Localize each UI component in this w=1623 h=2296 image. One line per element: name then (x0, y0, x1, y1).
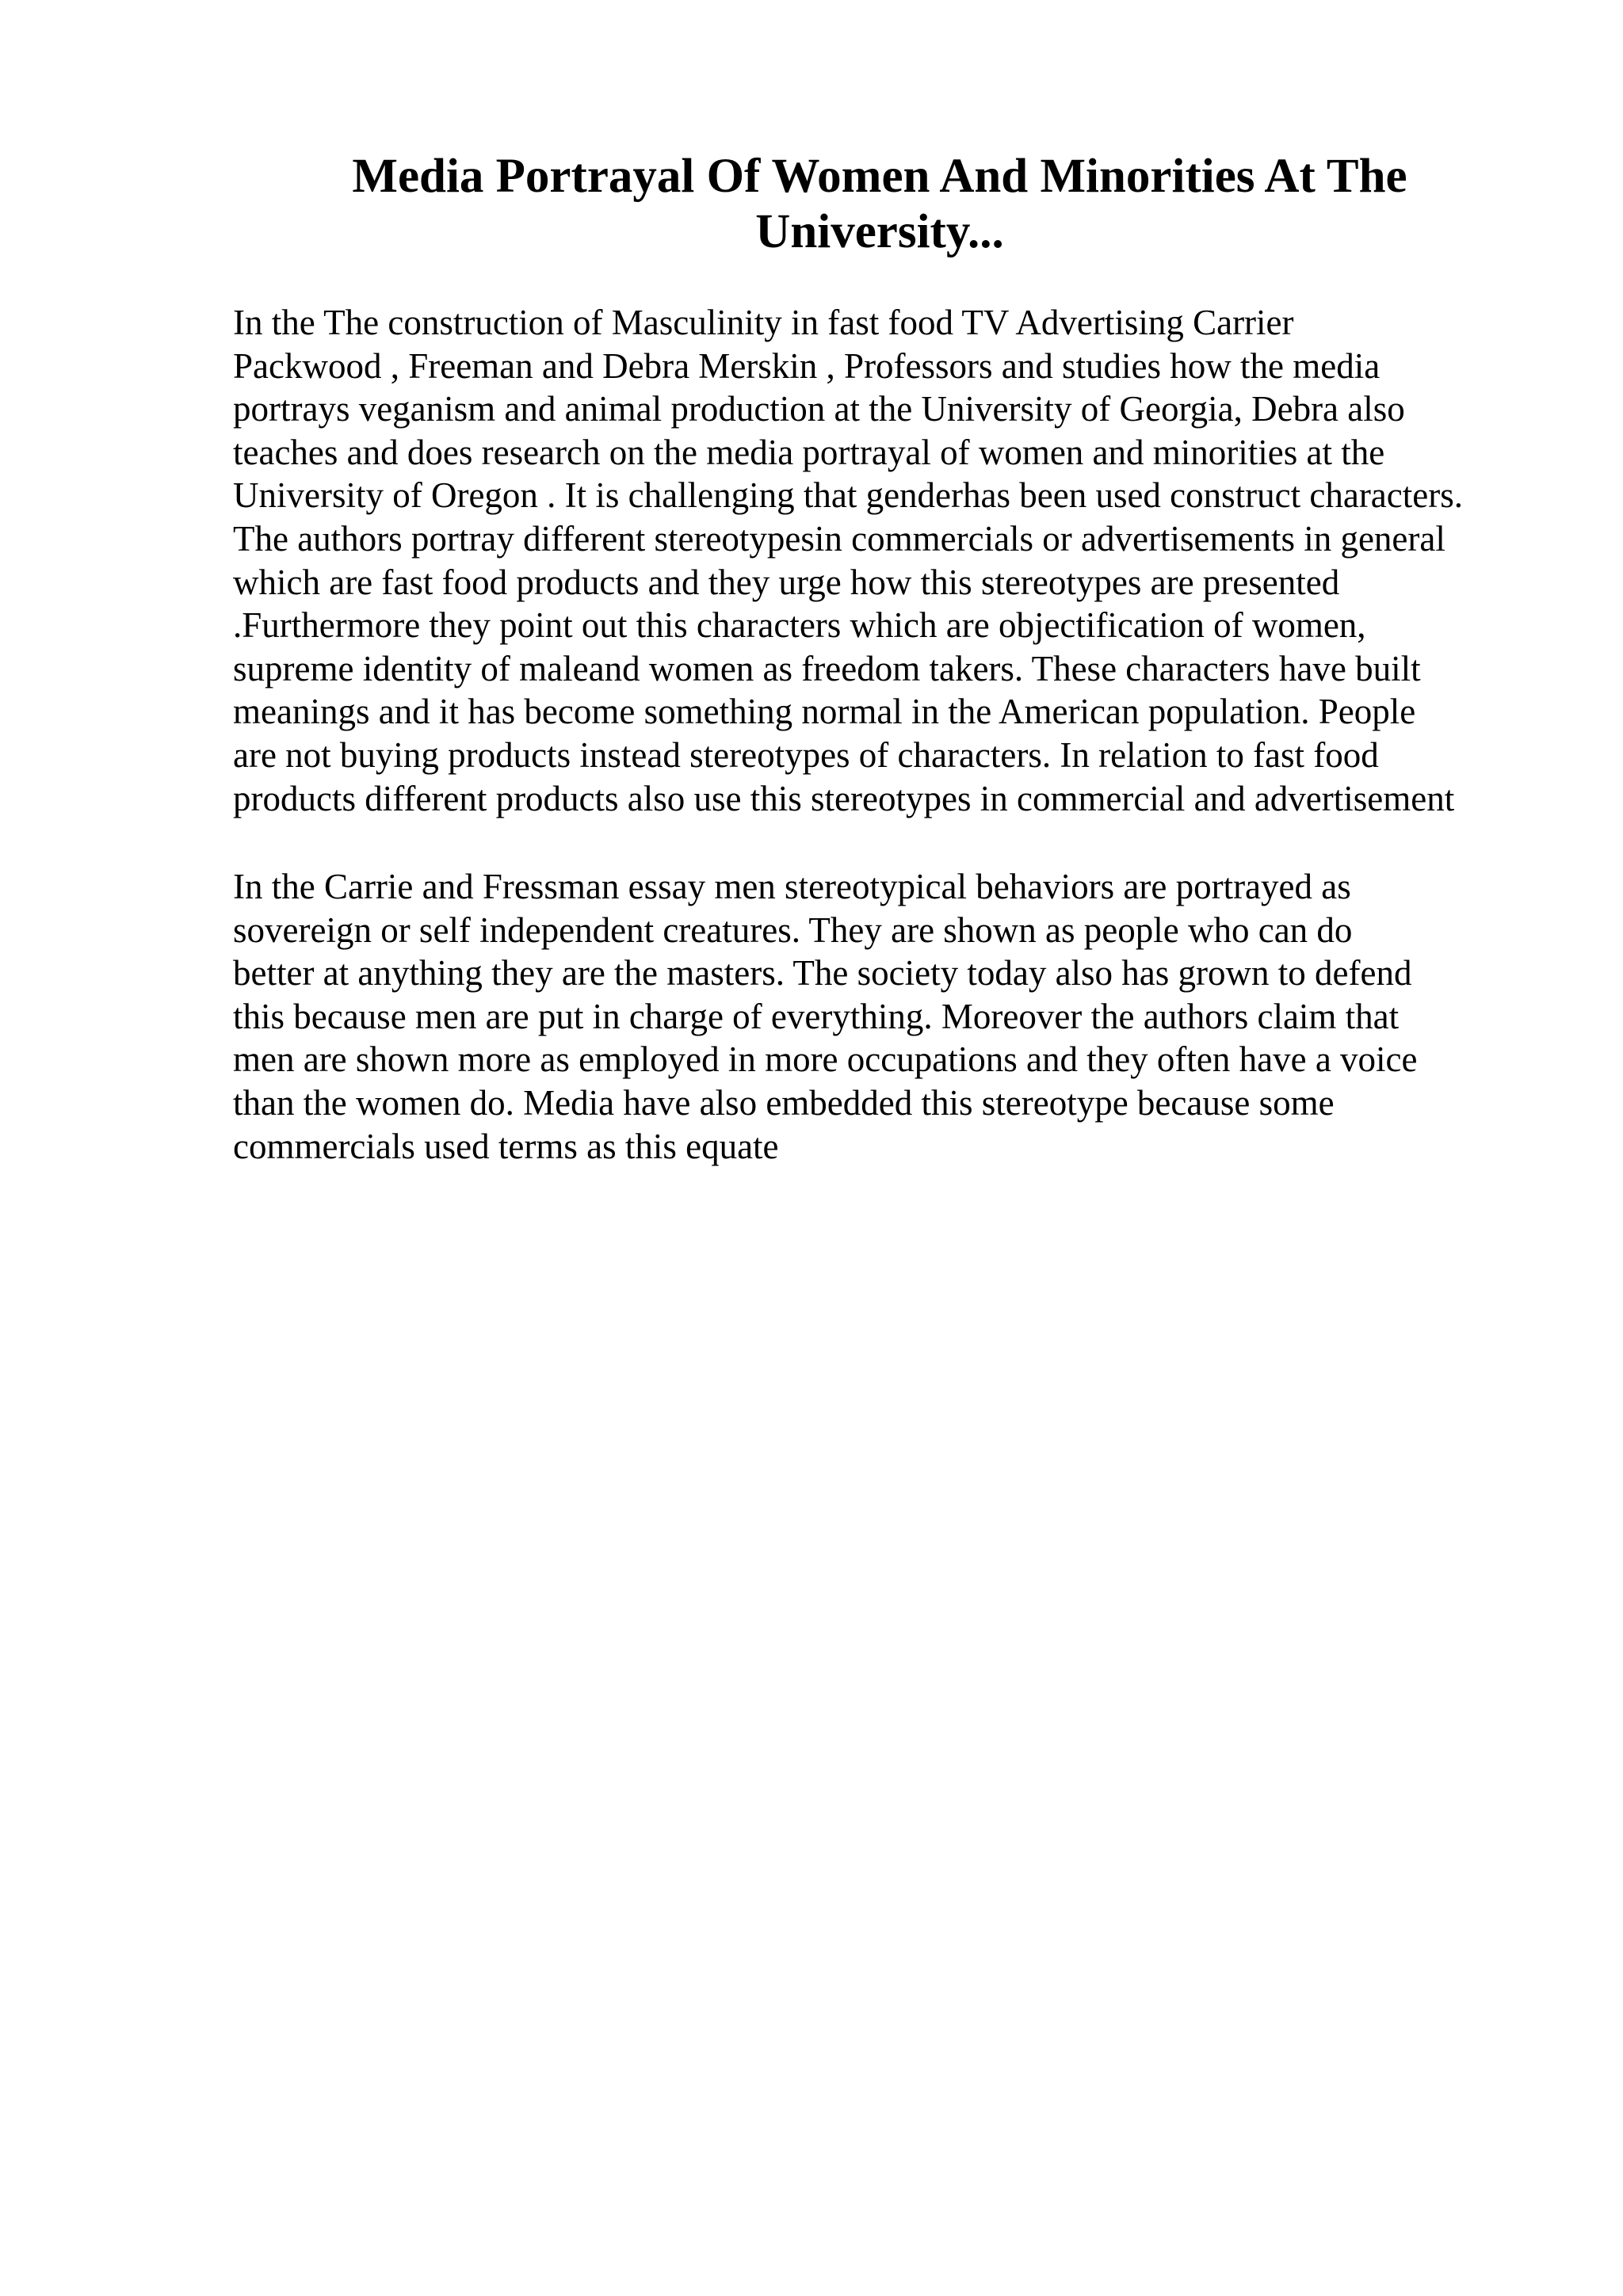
text-line: than the women do. Media have also embedded this stereotype because some (233, 1082, 1335, 1123)
text-line: commercials used terms as this equate (233, 1126, 779, 1166)
text-line: University of Oregon . It is challenging that genderhas been used construct characters. (233, 475, 1463, 516)
text-line: In the The construction of Masculinity in fast food TV Advertising Carrier (233, 303, 1294, 342)
text-line: Packwood , Freeman and Debra Merskin , Professors and studies how the media (233, 345, 1381, 386)
text-line: The authors portray different stereotypesin commercials or advertisements in general (233, 518, 1445, 559)
text-line: which are fast food products and they urge how this stereotypes are presented (233, 562, 1340, 602)
text-line: men are shown more as employed in more occupations and they often have a voice (233, 1039, 1418, 1080)
text-line: are not buying products instead stereotypes of characters. In relation to fast food (233, 734, 1379, 775)
text-line: better at anything they are the masters. The society today also has grown to defend (233, 953, 1412, 994)
text-line: portrays veganism and animal production at the University of Georgia, Debra also (233, 389, 1405, 429)
text-line: meanings and it has become something normal in the American population. People (233, 692, 1416, 732)
text-line: .Furthermore they point out this characters which are objectification of women, (233, 605, 1366, 646)
title-line: University... (755, 205, 1004, 258)
paragraph-1 (233, 301, 1533, 820)
text-line: supreme identity of maleand women as freedom takers. These characters have built (233, 648, 1421, 688)
text-line: sovereign or self independent creatures. They are shown as people who can do (233, 910, 1353, 950)
text-line: In the Carrie and Fressman essay men stereotypical behaviors are portrayed as (233, 867, 1351, 906)
text-line: products different products also use this stereotypes in commercial and advertisement (233, 778, 1455, 818)
text-line: this because men are put in charge of everything. Moreover the authors claim that (233, 996, 1400, 1036)
text-line: teaches and does research on the media portrayal of women and minorities at the (233, 432, 1385, 472)
title-line: Media Portrayal Of Women And Minorities At The (352, 150, 1407, 203)
document-title (301, 149, 1458, 260)
paragraph-2 (233, 865, 1533, 1168)
